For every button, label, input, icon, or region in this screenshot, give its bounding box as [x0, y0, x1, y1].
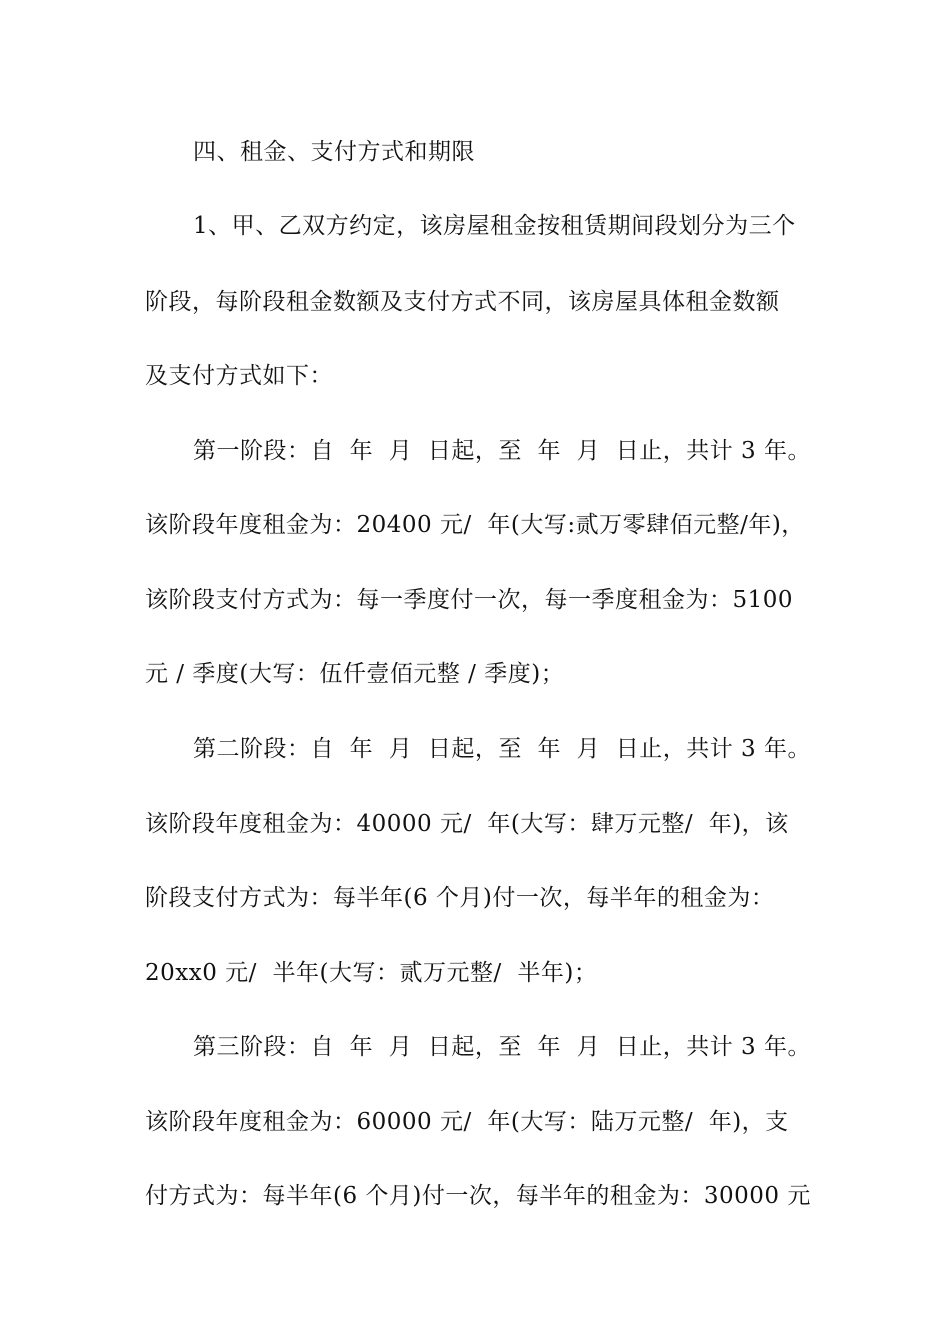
- paragraph-line: 元 / 季度(大写：伍仟壹佰元整 / 季度)；: [145, 661, 565, 687]
- stage-three-line: 第三阶段：自 年 月 日起，至 年 月 日止，共计 3 年。: [193, 1034, 811, 1060]
- paragraph-line: 付方式为：每半年(6 个月)付一次，每半年的租金为：30000 元: [145, 1183, 811, 1209]
- paragraph-line: 20xx0 元/ 半年(大写：贰万元整/ 半年)；: [145, 960, 598, 986]
- paragraph-line: 该阶段年度租金为：20400 元/ 年(大写:贰万零肆佰元整/年)，: [145, 512, 805, 538]
- paragraph-line: 该阶段支付方式为：每一季度付一次，每一季度租金为：5100: [145, 587, 794, 613]
- paragraph-line: 阶段，每阶段租金数额及支付方式不同，该房屋具体租金数额: [145, 289, 780, 315]
- paragraph-line: 阶段支付方式为：每半年(6 个月)付一次，每半年的租金为：: [145, 885, 775, 911]
- stage-two-line: 第二阶段：自 年 月 日起，至 年 月 日止，共计 3 年。: [193, 736, 811, 762]
- paragraph-line: 1、甲、乙双方约定，该房屋租金按租赁期间段划分为三个: [193, 213, 796, 239]
- paragraph-line: 该阶段年度租金为：60000 元/ 年(大写：陆万元整/ 年)，支: [145, 1109, 789, 1135]
- paragraph-line: 该阶段年度租金为：40000 元/ 年(大写：肆万元整/ 年)，该: [145, 811, 789, 837]
- section-heading: 四、租金、支付方式和期限: [193, 139, 475, 165]
- paragraph-line: 及支付方式如下：: [145, 363, 333, 389]
- stage-one-line: 第一阶段：自 年 月 日起，至 年 月 日止，共计 3 年。: [193, 438, 811, 464]
